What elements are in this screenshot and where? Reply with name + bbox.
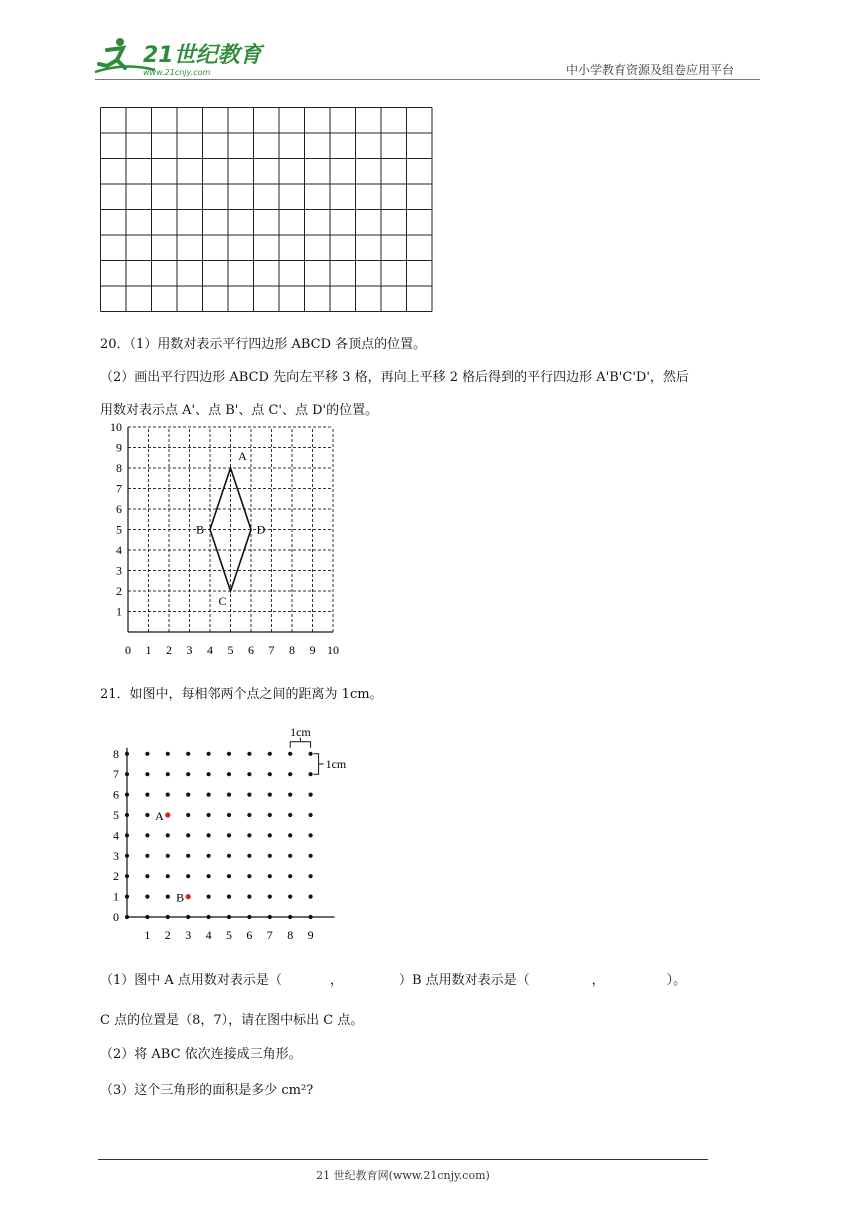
grid-dot (186, 915, 190, 919)
grid-dot (309, 752, 313, 756)
x-tick-label: 5 (227, 643, 234, 657)
grid-dot (145, 854, 149, 858)
grid-dot (268, 752, 272, 756)
grid-dot (125, 874, 129, 878)
grid-dot (166, 874, 170, 878)
grid-dot (207, 752, 211, 756)
q20-line3: 用数对表示点 A'、点 B'、点 C'、点 D'的位置。 (100, 403, 379, 418)
x-tick-label: 9 (307, 928, 314, 942)
grid-dot (309, 793, 313, 797)
grid-dot (166, 772, 170, 776)
vertex-label-a: A (238, 449, 247, 463)
x-tick-label: 1 (144, 928, 151, 942)
grid-dot (309, 813, 313, 817)
grid-dot (125, 772, 129, 776)
parallelogram-figure (108, 420, 358, 660)
comma: ， (591, 973, 605, 988)
grid-dot (207, 833, 211, 837)
grid-dot (207, 854, 211, 858)
q21-part1-end: ）。 (666, 973, 687, 988)
q21-part1-a: （1）图中 A 点用数对表示是（ (100, 973, 282, 988)
grid-dot (207, 915, 211, 919)
grid-dot (309, 833, 313, 837)
grid-dot (145, 752, 149, 756)
footer-text: 21 世纪教育网(www.21cnjy.com) (316, 1169, 490, 1182)
y-tick-label: 9 (116, 440, 122, 455)
grid-dot (125, 895, 129, 899)
header-platform-text: 中小学教育资源及组卷应用平台 (566, 63, 735, 77)
grid-dot (166, 915, 170, 919)
grid-dot (268, 833, 272, 837)
grid-dot (309, 915, 313, 919)
comma: ， (329, 973, 343, 988)
y-tick-label: 6 (116, 502, 122, 516)
dot-grid-figure (104, 716, 384, 946)
x-tick-label: 10 (327, 643, 339, 657)
q21-part1-b: ）B 点用数对表示是（ (398, 973, 530, 988)
x-tick-label: 0 (125, 643, 131, 657)
q21-part2: （2）将 ABC 依次连接成三角形。 (100, 1047, 302, 1062)
footer-divider (98, 1159, 708, 1160)
grid-dot (268, 772, 272, 776)
point-label-a: A (155, 809, 164, 823)
grid-dot (309, 854, 313, 858)
grid-dot (288, 915, 292, 919)
q20-line1: 20．（1）用数对表示平行四边形 ABCD 各顶点的位置。 (100, 337, 427, 352)
grid-dot (247, 915, 251, 919)
point-a (165, 812, 170, 817)
y-tick-label: 8 (116, 461, 122, 475)
x-tick-label: 4 (207, 643, 213, 657)
x-tick-label: 5 (226, 928, 232, 942)
q21-line1: 21．如图中，每相邻两个点之间的距离为 1cm。 (100, 687, 383, 702)
x-tick-label: 1 (145, 643, 152, 657)
scale-label-vertical: 1cm (325, 757, 347, 771)
grid-dot (227, 772, 231, 776)
x-tick-label: 2 (166, 643, 172, 657)
y-tick-label: 4 (113, 828, 119, 843)
x-tick-label: 7 (268, 643, 275, 657)
logo-text: 21世纪教育 (143, 43, 262, 68)
grid-dot (186, 833, 190, 837)
x-tick-label: 7 (266, 928, 273, 942)
y-tick-label: 8 (113, 746, 119, 761)
y-tick-label: 7 (116, 481, 122, 496)
y-tick-label: 1 (116, 604, 122, 619)
x-tick-label: 4 (205, 928, 212, 942)
logo-url: www.21cnjy.com (143, 68, 211, 77)
grid-dot (309, 895, 313, 899)
x-tick-label: 8 (289, 643, 295, 657)
grid-dot (268, 813, 272, 817)
grid-dot (288, 772, 292, 776)
grid-dot (166, 752, 170, 756)
grid-dot (227, 813, 231, 817)
header-divider (95, 79, 760, 80)
x-tick-label: 3 (186, 643, 193, 657)
grid-dot (125, 793, 129, 797)
site-logo (95, 36, 265, 80)
x-tick-label: 6 (248, 643, 254, 657)
y-tick-label: 1 (113, 889, 119, 904)
y-tick-label: 2 (113, 869, 119, 884)
vertex-label-c: C (218, 594, 227, 608)
grid-dot (145, 915, 149, 919)
y-tick-label: 0 (113, 910, 119, 924)
grid-dot (309, 772, 313, 776)
grid-dot (145, 772, 149, 776)
grid-dot (186, 874, 190, 878)
grid-dot (166, 895, 170, 899)
grid-dot (166, 793, 170, 797)
grid-dot (268, 854, 272, 858)
q21-part3: （3）这个三角形的面积是多少 cm²? (100, 1083, 314, 1098)
grid-dot (227, 793, 231, 797)
vertex-label-b: B (195, 522, 205, 537)
grid-dot (268, 874, 272, 878)
grid-dot (207, 813, 211, 817)
grid-dot (268, 895, 272, 899)
grid-dot (207, 793, 211, 797)
grid-dot (145, 793, 149, 797)
y-tick-label: 3 (116, 563, 122, 578)
grid-dot (288, 833, 292, 837)
grid-dot (288, 752, 292, 756)
grid-dot (125, 752, 129, 756)
q20-line2: （2）画出平行四边形 ABCD 先向左平移 3 格，再向上平移 2 格后得到的平行四边形 A'B'C'D'，然后 (100, 370, 689, 385)
grid-dot (186, 793, 190, 797)
grid-dot (227, 915, 231, 919)
grid-dot (125, 833, 129, 837)
grid-dot (125, 813, 129, 817)
grid-dot (125, 915, 129, 919)
grid-dot (207, 874, 211, 878)
blank-grid (100, 107, 432, 315)
grid-dot (247, 813, 251, 817)
scale-label-horizontal: 1cm (290, 724, 311, 739)
x-tick-label: 9 (309, 643, 316, 657)
grid-dot (227, 874, 231, 878)
grid-dot (288, 874, 292, 878)
grid-dot (145, 874, 149, 878)
x-tick-label: 6 (246, 928, 253, 942)
grid-dot (247, 833, 251, 837)
x-tick-label: 2 (164, 928, 171, 942)
y-tick-label: 2 (116, 584, 122, 598)
grid-dot (309, 874, 313, 878)
q21-part1 (100, 969, 686, 988)
grid-dot (247, 854, 251, 858)
y-tick-label: 6 (113, 787, 119, 802)
grid-dot (247, 772, 251, 776)
grid-dot (186, 772, 190, 776)
y-tick-label: 5 (113, 808, 119, 822)
grid-dot (288, 854, 292, 858)
point-b (186, 894, 191, 899)
grid-dot (288, 813, 292, 817)
y-tick-label: 5 (116, 522, 122, 537)
grid-dot (207, 772, 211, 776)
grid-dot (288, 793, 292, 797)
grid-dot (268, 793, 272, 797)
grid-dot (145, 895, 149, 899)
grid-dot (145, 833, 149, 837)
grid-dot (247, 793, 251, 797)
grid-dot (186, 752, 190, 756)
y-tick-label: 4 (116, 543, 122, 557)
y-tick-label: 10 (110, 420, 122, 434)
grid-dot (125, 854, 129, 858)
grid-dot (247, 752, 251, 756)
q21-line-c: C 点的位置是（8，7），请在图中标出 C 点。 (100, 1013, 364, 1028)
vertex-label-d: D (256, 522, 266, 537)
grid-dot (207, 895, 211, 899)
grid-dot (288, 895, 292, 899)
point-label-b: B (176, 890, 185, 905)
grid-dot (268, 915, 272, 919)
grid-dot (186, 813, 190, 817)
grid-dot (166, 854, 170, 858)
grid-dot (247, 895, 251, 899)
grid-dot (166, 833, 170, 837)
y-tick-label: 7 (113, 767, 119, 782)
grid-dot (247, 874, 251, 878)
x-tick-label: 3 (185, 928, 192, 942)
grid-dot (227, 833, 231, 837)
grid-dot (186, 854, 190, 858)
scale-bracket-vertical (314, 754, 324, 774)
grid-dot (227, 895, 231, 899)
grid-dot (227, 752, 231, 756)
grid-dot (145, 813, 149, 817)
y-tick-label: 3 (113, 848, 119, 863)
scale-bracket-horizontal (290, 738, 310, 748)
x-tick-label: 8 (287, 928, 294, 942)
grid-dot (227, 854, 231, 858)
